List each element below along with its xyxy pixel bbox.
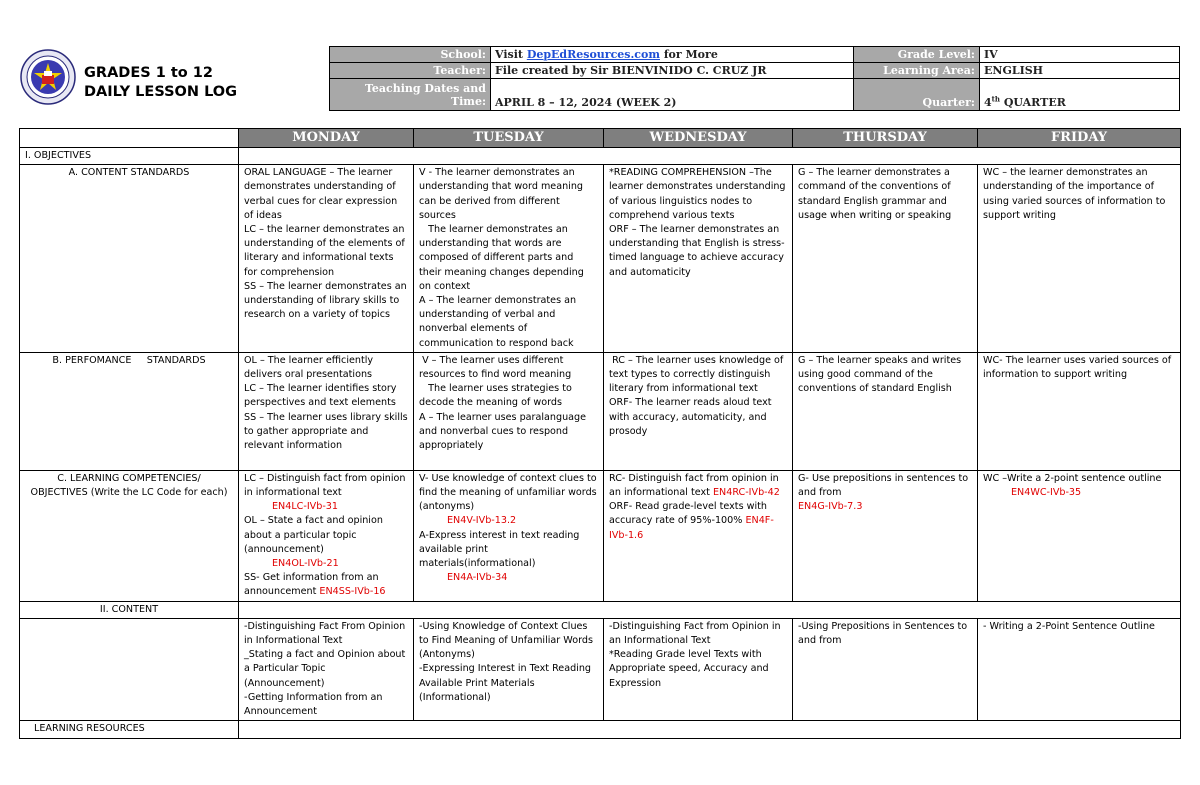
- learning-resources-row: [20, 721, 1181, 738]
- ps-mon-line: LC – The learner identifies story perspectives and text elements: [244, 383, 397, 409]
- quarter-rest: QUARTER: [999, 96, 1066, 109]
- day-thursday: THURSDAY: [793, 129, 978, 148]
- cs-wednesday: [604, 165, 793, 353]
- lc-code: EN4OL-IVb-21: [272, 558, 339, 570]
- title-grades: GRADES 1 to 12: [84, 65, 213, 81]
- cs-tue-line: A – The learner demonstrates an understanding of verbal and nonverbal elements of communication to respond back: [419, 295, 577, 349]
- cs-friday: [978, 165, 1181, 353]
- lc-code: EN4LC-IVb-31: [272, 501, 338, 513]
- ps-tuesday: [414, 352, 604, 470]
- lc-mon-text: LC – Distinguish fact from opinion in informational text: [244, 472, 406, 499]
- cs-mon-line: LC – the learner demonstrates an understanding of the elements of literary and informational texts for comprehension: [244, 224, 405, 278]
- lc-monday: [239, 470, 414, 601]
- content-standards-label: A. CONTENT STANDARDS: [20, 165, 239, 353]
- performance-standards-row: [20, 352, 1181, 470]
- cs-fri-line: WC – the learner demonstrates an understanding of the importance of using varied sources of information to support writing: [983, 167, 1166, 221]
- cs-wed-line: ORF – The learner demonstrates an understanding that English is stress-timed language to achieve accuracy and automaticity: [609, 224, 785, 278]
- content-thursday: [793, 618, 978, 720]
- teaching-dates-label: [330, 79, 491, 111]
- competencies-label-line1: C. LEARNING COMPETENCIES/: [57, 472, 201, 484]
- lc-wed-text: ORF- Read grade-level texts with accuracy rate of 95%-100%: [609, 501, 767, 527]
- lc-mon-ss: [244, 571, 408, 599]
- cs-tue-line: The learner demonstrates an understanding that words are composed of different parts and their meaning changes depending on context: [419, 224, 587, 292]
- content-tue-line: -Expressing Interest in Text Reading Available Print Materials (Informational): [419, 663, 592, 703]
- quarter-num: 4: [984, 96, 992, 109]
- lc-thursday: [793, 470, 978, 601]
- quarter-value: [980, 79, 1180, 111]
- content-mon-line: -Getting Information from an Announcement: [244, 691, 383, 718]
- lc-friday: [978, 470, 1181, 601]
- content-header-row: [20, 601, 1181, 618]
- content-wednesday: [604, 618, 793, 720]
- ps-friday: [978, 352, 1181, 470]
- day-monday: MONDAY: [239, 129, 414, 148]
- learning-area-value: ENGLISH: [980, 63, 1180, 79]
- title-daily-lesson-log: DAILY LESSON LOG: [84, 84, 238, 100]
- content-standards-row: [20, 165, 1181, 353]
- ps-tue-line: A – The learner uses paralanguage and nonverbal cues to respond appropriately: [419, 411, 587, 452]
- content-tue-line: -Using Knowledge of Context Clues to Find Meaning of Unfamiliar Words (Antonyms): [419, 620, 593, 661]
- content-wed-line: -Distinguishing Fact from Opinion in an Informational Text: [609, 620, 781, 647]
- objectives-empty: [239, 148, 1181, 165]
- content-mon-line: -Distinguishing Fact From Opinion in Informational Text: [244, 620, 406, 647]
- ps-wed-line: RC – The learner uses knowledge of text types to correctly distinguish literary from informational text: [609, 354, 787, 395]
- ps-tue-line: The learner uses strategies to decode the meaning of words: [419, 383, 575, 409]
- lc-wed-rc: [609, 472, 787, 500]
- lc-code: EN4SS-IVb-16: [319, 586, 386, 598]
- performance-standards-label: B. PERFOMANCE STANDARDS: [20, 352, 239, 470]
- content-thu-line: -Using Prepositions in Sentences to and from: [798, 620, 968, 647]
- teacher-value: File created by Sir BIENVINIDO C. CRUZ JR: [491, 63, 854, 79]
- objectives-row: [20, 148, 1181, 165]
- header-info-table: [329, 46, 1180, 111]
- ps-thu-line: G – The learner speaks and writes using good command of the conventions of standard English: [798, 354, 962, 395]
- content-wed-line: *Reading Grade level Texts with Appropriate speed, Accuracy and Expression: [609, 649, 769, 689]
- school-value-post: for More: [659, 48, 718, 61]
- content-row: [20, 618, 1181, 720]
- content-label: II. CONTENT: [20, 601, 239, 618]
- cs-tue-line: V - The learner demonstrates an understanding that word meaning can be derived from different sources: [419, 167, 583, 221]
- lc-code: EN4V-IVb-13.2: [447, 515, 517, 527]
- competencies-row: [20, 470, 1181, 601]
- ps-wednesday: [604, 352, 793, 470]
- day-wednesday: WEDNESDAY: [604, 129, 793, 148]
- cs-thu-line: G – The learner demonstrates a command of the conventions of standard English grammar and usage when writing or speaking: [798, 167, 952, 221]
- grade-level-label: Grade Level:: [854, 47, 980, 63]
- day-friday: FRIDAY: [978, 129, 1181, 148]
- corner-cell: [20, 129, 239, 148]
- school-value: [491, 47, 854, 63]
- cs-mon-line: SS – The learner demonstrates an understanding of library skills to research on a variety of topics: [244, 280, 407, 321]
- cs-monday: [239, 165, 414, 353]
- lesson-log-table: [19, 128, 1181, 739]
- cs-mon-line: ORAL LANGUAGE – The learner demonstrates understanding of verbal cues for clear expression of ideas: [244, 167, 398, 221]
- lc-mon-text: OL – State a fact and opinion about a particular topic (announcement): [244, 515, 383, 555]
- lc-fri-text: WC –Write a 2-point sentence outline: [983, 472, 1162, 484]
- deped-resources-link[interactable]: DepEdResources.com: [526, 48, 660, 61]
- content-mon-line: _Stating a fact and Opinion about a Particular Topic (Announcement): [244, 649, 406, 689]
- content-row-label-empty: [20, 618, 239, 720]
- ps-mon-line: OL – The learner efficiently delivers oral presentations: [244, 354, 374, 381]
- ps-tue-line: V – The learner uses different resources to find word meaning: [419, 354, 572, 381]
- cs-wed-line: *READING COMPREHENSION –The learner demonstrates understanding of various linguistics nodes to comprehend various texts: [609, 167, 786, 221]
- objectives-label: I. OBJECTIVES: [20, 148, 239, 165]
- quarter-label: Quarter:: [854, 79, 980, 111]
- school-value-pre: Visit: [495, 48, 527, 61]
- cs-tuesday: [414, 165, 604, 353]
- lc-wednesday: [604, 470, 793, 601]
- ps-mon-line: SS – The learner uses library skills to gather appropriate and relevant information: [244, 411, 408, 452]
- teacher-label: Teacher:: [330, 63, 491, 79]
- content-header-empty: [239, 601, 1181, 618]
- teaching-dates-label-line2: Time:: [450, 94, 486, 108]
- content-fri-line: - Writing a 2-Point Sentence Outline: [983, 620, 1155, 632]
- ps-thursday: [793, 352, 978, 470]
- day-header-row: [20, 129, 1181, 148]
- lc-wed-text: RC- Distinguish fact from opinion in an informational text: [609, 472, 779, 499]
- lc-wed-orf: [609, 500, 787, 543]
- day-tuesday: TUESDAY: [414, 129, 604, 148]
- content-friday: [978, 618, 1181, 720]
- lc-tue-text: V- Use knowledge of context clues to find the meaning of unfamiliar words (antonyms): [419, 472, 597, 513]
- content-tuesday: [414, 618, 604, 720]
- cs-thursday: [793, 165, 978, 353]
- ps-monday: [239, 352, 414, 470]
- competencies-label: [20, 470, 239, 601]
- lc-mon-text: SS- Get information from an announcement: [244, 572, 379, 598]
- learning-area-label: Learning Area:: [854, 63, 980, 79]
- deped-seal-logo: [20, 49, 76, 105]
- content-monday: [239, 618, 414, 720]
- lc-thu-text: G- Use prepositions in sentences to and from: [798, 472, 969, 499]
- school-label: School:: [330, 47, 491, 63]
- lc-code: EN4F-IVb-1.6: [609, 515, 774, 541]
- lc-code: EN4WC-IVb-35: [1011, 487, 1082, 499]
- teaching-dates-label-line1: Teaching Dates and: [364, 81, 486, 95]
- ps-fri-line: WC- The learner uses varied sources of information to support writing: [983, 354, 1172, 381]
- lc-tue-text: A-Express interest in text reading available print materials(informational): [419, 529, 580, 570]
- lc-code: EN4RC-IVb-42: [712, 487, 780, 499]
- learning-resources-label: LEARNING RESOURCES: [20, 721, 239, 738]
- grade-level-value: IV: [980, 47, 1180, 63]
- teaching-dates-value: APRIL 8 – 12, 2024 (WEEK 2): [491, 79, 854, 111]
- quarter-sup: th: [991, 94, 1000, 104]
- learning-resources-empty: [239, 721, 1181, 738]
- lc-tuesday: [414, 470, 604, 601]
- dll-title: [84, 64, 237, 102]
- competencies-label-line2: OBJECTIVES (Write the LC Code for each): [30, 487, 228, 499]
- lc-code: EN4G-IVb-7.3: [798, 501, 863, 513]
- lc-code: EN4A-IVb-34: [447, 572, 508, 584]
- ps-wed-line: ORF- The learner reads aloud text with accuracy, automaticity, and prosody: [609, 397, 772, 437]
